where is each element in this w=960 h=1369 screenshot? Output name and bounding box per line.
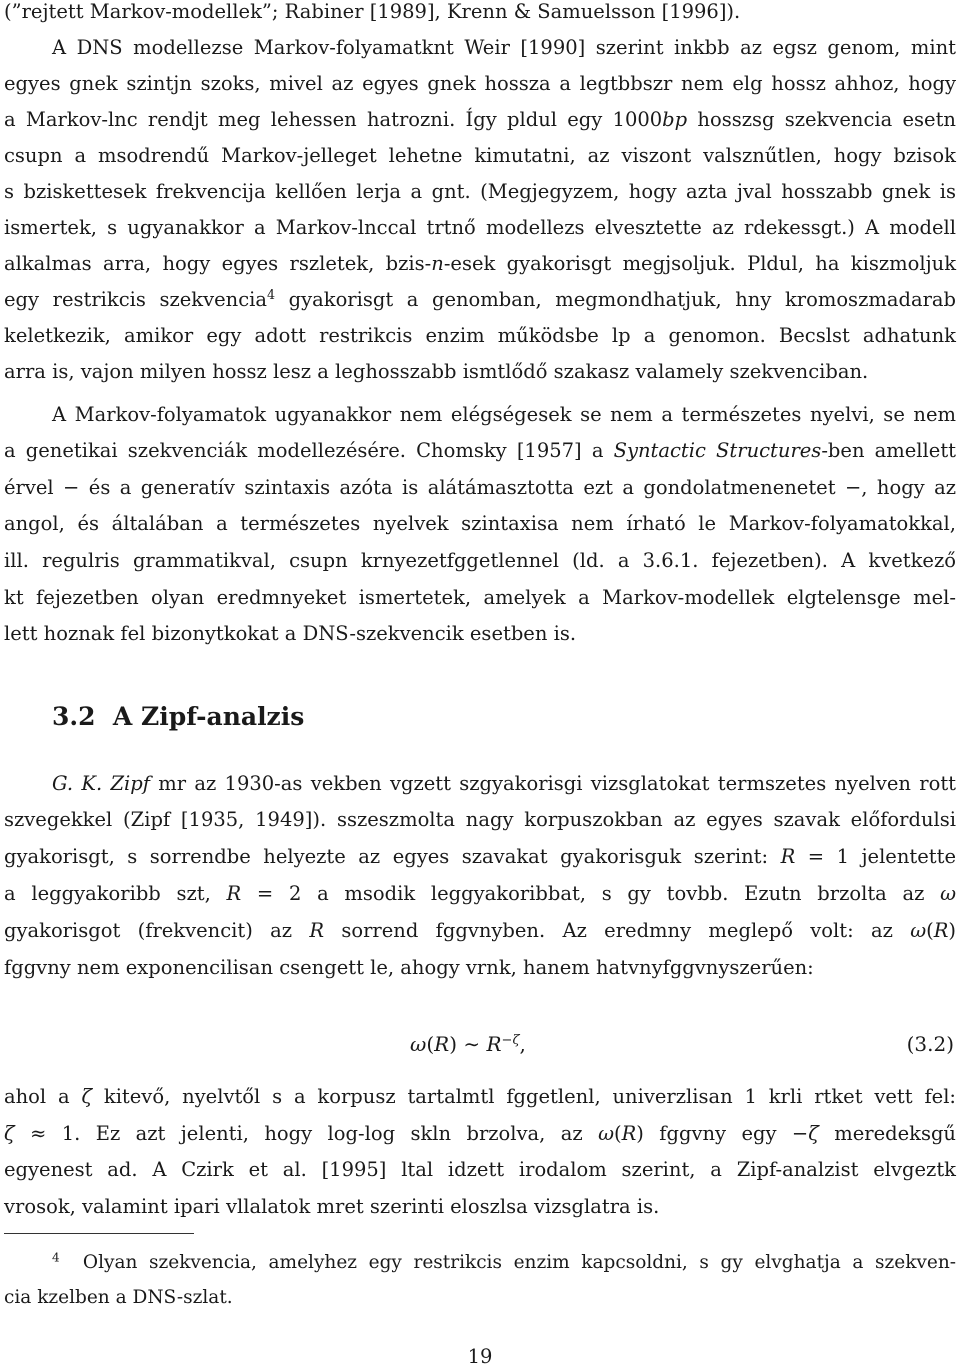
text-span: hosszsg szekvencia esetn [687,108,956,131]
math-paren: ( [926,919,934,942]
math-symbol: R [780,845,796,868]
text-span: = 2 a msodik leggyakoribbat, s gy tovbb. Ezutn brzolta az [241,882,941,905]
math-punct: , [519,1032,526,1056]
math-exponent: −ζ [501,1032,520,1048]
equation-number: (3.2) [906,1032,954,1056]
math-symbol: ω [910,919,927,942]
text-span: a Markov-lnc rendjt meg lehessen hatrozni. Így pldul egy 1000 [4,108,663,131]
math-symbol: ζ [4,1122,15,1145]
text-line: fggvny nem exponencilisan csengett le, ahogy vrnk, hanem hatvnyfggvnyszerűen: [4,956,814,979]
text-line [4,1085,956,1109]
text-span: -ben amellett [821,439,956,462]
text-line [4,108,956,132]
text-line [4,919,956,943]
text-span: a genetikai szekvenciák modellezésére. Chomsky [1957] a [4,439,614,462]
footnote-rule [4,1233,194,1234]
math-symbol: ω [598,1122,614,1145]
footnote-line [52,1251,956,1275]
math-paren: ( [426,1032,435,1056]
text-line: egyes gnek szintjn szoks, mivel az egyes gnek hossza a legtbbszr nem elg hossz ahhoz, hogy [4,72,956,95]
text-span: mr az 1930-as vekben vgzett szgyakorisgi vizsglatokat termszetes nyelven rott [149,772,956,795]
math-symbol: ω [940,882,956,905]
equation-3-2 [410,1032,526,1056]
text-line [4,845,956,869]
unit-bp: bp [662,108,688,131]
math-symbol: ζ [81,1085,93,1108]
text-span: egy restrikcis szekvencia [4,288,267,311]
math-paren: ) [948,919,956,942]
footnote-ref[interactable]: 4 [266,287,276,303]
footnote-text: Olyan szekvencia, amelyhez egy restrikcis enzim kapcsoldni, s gy elvghatja a szekven- [82,1252,956,1273]
text-line: s bziskettesek frekvencija kellően lerja a gnt. (Megjegyzem, hogy azta jval hosszabb gnek is [4,180,956,203]
text-line [4,882,956,906]
text-line: vrosok, valamint ipari vllalatok mret szerinti eloszlsa vizsglatra is. [4,1195,660,1218]
section-number: 3.2 [52,702,96,731]
math-operator: ∼ [457,1032,487,1056]
text-line: angol, és általában a természetes nyelvek szintaxisa nem írható le Markov-folyamatokkal, [4,512,956,535]
text-line: egyenest ad. A Czirk et al. [1995] ltal idzett irodalom szerint, a Zipf-analzist elvgeztk [4,1158,956,1181]
text-line [4,1122,956,1146]
text-span: ≈ 1. Ez azt jelenti, hogy log-log skln brzolva, az [14,1122,599,1145]
text-span: meredeksgű [818,1122,956,1145]
footnote-line: cia kzelben a DNS-szlat. [4,1287,233,1308]
text-span: gyakorisgt, s sorrendbe helyezte az egyes szavakat gyakorisguk szerint: [4,845,781,868]
text-span: ahol a [4,1085,82,1108]
text-line: (”rejtett Markov-modellek”; Rabiner [1989], Krenn & Samuelsson [1996]). [4,0,741,23]
math-paren: ( [613,1122,622,1145]
page-number: 19 [467,1345,493,1368]
text-line: lett hoznak fel bizonytkokat a DNS-szekvencik esetben is. [4,622,577,645]
math-symbol: ω [410,1032,427,1056]
person-name: G. K. Zipf [52,772,150,795]
text-line: keletkezik, amikor egy adott restrikcis enzim működsbe lp a genomon. Becslst adhatunk [4,324,956,347]
text-line [4,439,956,463]
math-paren: ) [636,1122,644,1145]
text-line: A DNS modellezse Markov-folyamatknt Weir [1990] szerint inkbb az egsz genom, mint [52,36,956,59]
text-line: A Markov-folyamatok ugyanakkor nem elégségesek se nem a természetes nyelvi, se nem [52,403,956,426]
text-line: arra is, vajon milyen hossz lesz a leghosszabb ismtlődő szakasz valamely szekvenciban. [4,360,869,383]
text-line [52,772,956,796]
text-line: szvegekkel (Zipf [1935, 1949]). sszeszmolta nagy korpuszokban az egyes szavak előfordulsi [4,808,956,831]
book-title: Syntactic Structures [613,439,822,462]
text-span: sorrend fggvnyben. Az eredmny meglepő volt: az [324,919,911,942]
text-line [4,288,956,312]
math-symbol: ζ [808,1122,819,1145]
math-symbol: R [309,919,325,942]
text-span: alkalmas arra, hogy egyes rszletek, bzis- [4,252,432,275]
text-line: csupn a msodrendű Markov-jelleget lehetne kimutatni, az viszont valsznűtlen, hogy bzisok [4,144,956,167]
math-paren: ) [449,1032,457,1056]
section-title: A Zipf-analzis [112,702,305,731]
text-span: kitevő, nyelvtől s a korpusz tartalmtl fggetlenl, univerzlisan 1 krli rtket vett fel: [92,1085,957,1108]
text-span: gyakorisgt a genomban, megmondhatjuk, hny kromoszmadarab [275,288,956,311]
text-span: = 1 jelentette [795,845,956,868]
text-span: a leggyakoribb szt, [4,882,227,905]
text-span: fggvny egy − [643,1122,809,1145]
text-line: érvel − és a generatív szintaxis azóta is alátámasztotta ezt a gondolatmenenetet −, hogy az [4,476,956,499]
footnote-mark: 4 [52,1250,60,1265]
text-span: gyakorisgot (frekvencit) az [4,919,310,942]
math-symbol: R [486,1032,502,1056]
text-line [4,252,956,276]
text-line: ill. regulris grammatikval, csupn krnyezetfggetlennel (ld. a 3.6.1. fejezetben). A kvetkező [4,549,956,572]
math-symbol: R [434,1032,450,1056]
math-symbol: R [933,919,949,942]
text-span: -esek gyakorisgt megjsoljuk. Pldul, ha kiszmoljuk [443,252,957,275]
math-n: n [431,252,444,275]
text-line: ismertek, s ugyanakkor a Markov-lnccal trtnő modellezs elvesztette az rdekessgt.) A modell [4,216,956,239]
math-symbol: R [621,1122,637,1145]
text-line: kt fejezetben olyan eredmnyeket ismertetek, amelyek a Markov-modellek elgtelensge mel- [4,586,956,609]
section-heading [52,702,304,732]
math-symbol: R [226,882,242,905]
